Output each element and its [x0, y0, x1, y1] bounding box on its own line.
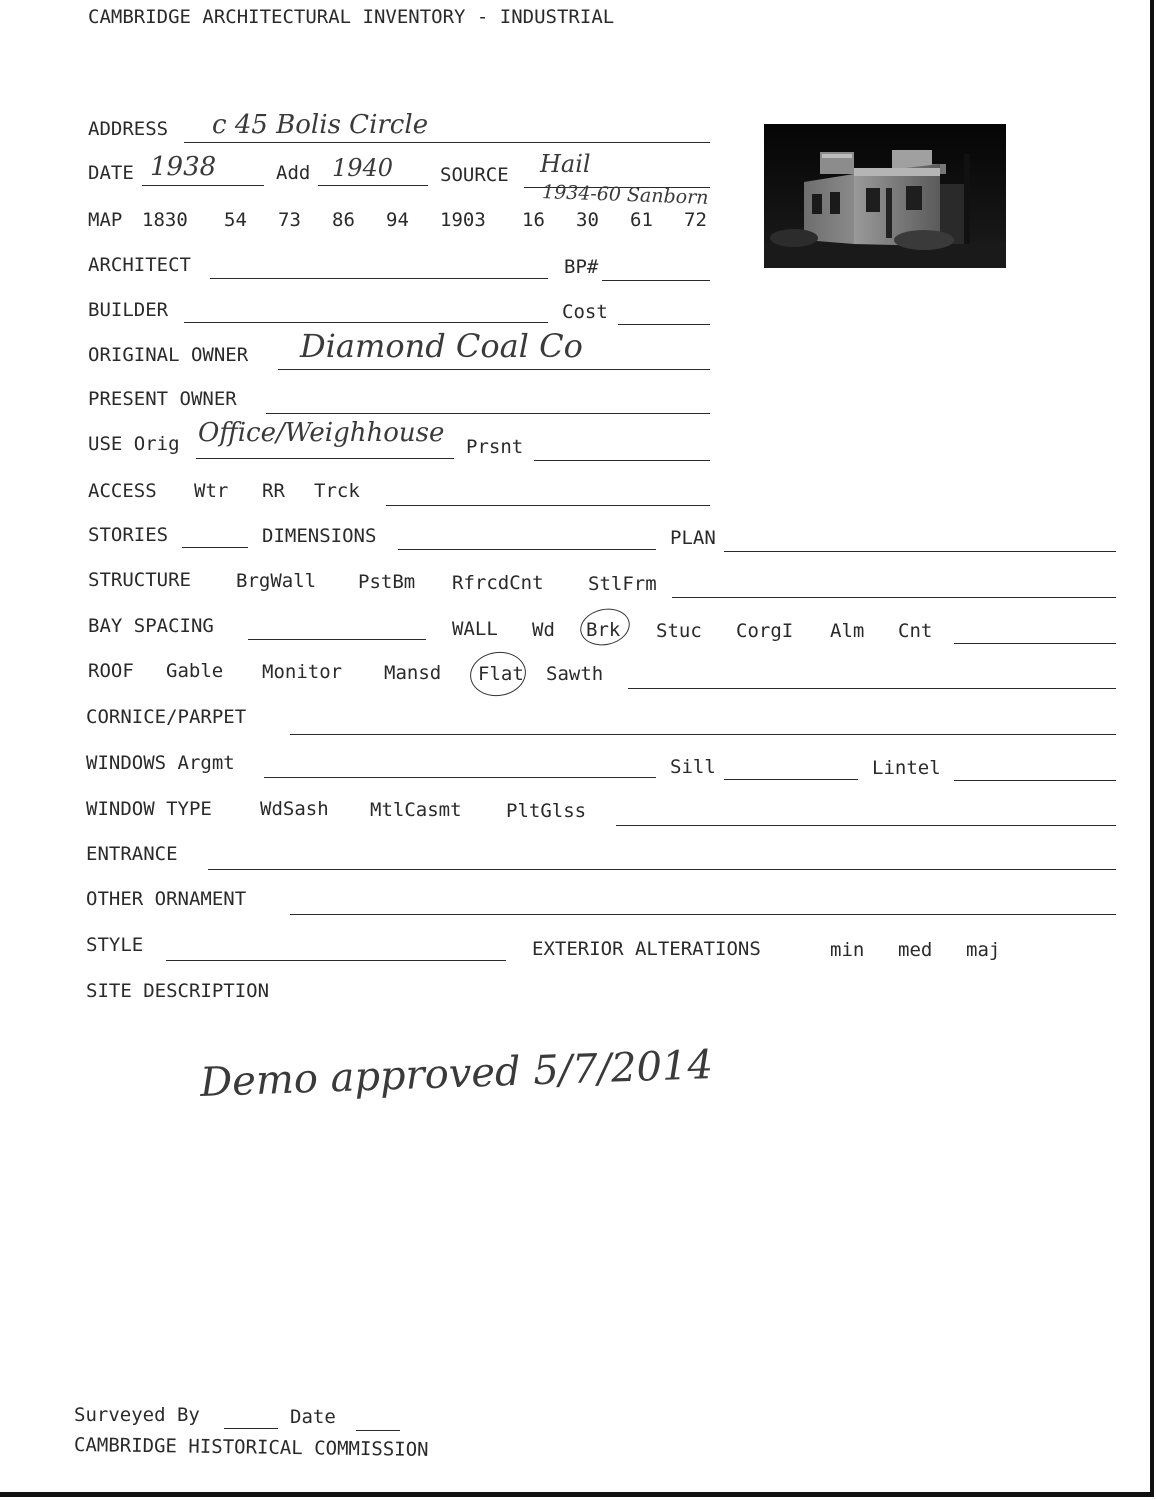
roof-label: ROOF — [88, 660, 134, 682]
map-year: 72 — [684, 209, 707, 231]
window-type-line — [616, 825, 1116, 826]
stories-line — [182, 547, 248, 548]
structure-label: STRUCTURE — [88, 569, 191, 591]
roof-selection-circle — [467, 648, 529, 699]
map-year: 61 — [630, 209, 653, 231]
wall-option: Wd — [532, 619, 555, 641]
lintel-label: Lintel — [872, 757, 941, 779]
window-type-option: WdSash — [260, 798, 329, 820]
cornice-label: CORNICE/PARPET — [86, 706, 247, 728]
builder-line — [184, 322, 548, 323]
original-owner-line — [278, 369, 710, 370]
date-label: DATE — [88, 162, 134, 184]
access-option: RR — [262, 480, 285, 502]
structure-option: PstBm — [358, 571, 416, 593]
map-year: 30 — [576, 209, 599, 231]
survey-date-line — [356, 1430, 400, 1431]
plan-line — [724, 551, 1116, 552]
window-type-option: PltGlss — [506, 800, 587, 822]
present-owner-label: PRESENT OWNER — [88, 388, 237, 410]
access-label: ACCESS — [88, 480, 157, 502]
commission-name: CAMBRIDGE HISTORICAL COMMISSION — [73, 1434, 429, 1461]
builder-label: BUILDER — [88, 299, 169, 321]
use-present-label: Prsnt — [466, 436, 524, 458]
style-line — [166, 960, 506, 961]
map-year: 86 — [332, 209, 355, 231]
sill-line — [724, 779, 858, 780]
address-value: c 45 Bolis Circle — [212, 110, 429, 140]
bay-spacing-label: BAY SPACING — [88, 615, 214, 637]
wall-line — [954, 643, 1116, 644]
other-ornament-line — [290, 914, 1116, 915]
structure-line — [672, 597, 1116, 598]
surveyed-by-line — [224, 1428, 278, 1429]
source-label: SOURCE — [440, 164, 509, 186]
structure-option: RfrcdCnt — [452, 572, 544, 594]
alteration-option: min — [830, 939, 865, 961]
add-value: 1940 — [332, 154, 394, 182]
source-value: Hail — [540, 150, 591, 178]
survey-date-label: Date — [290, 1406, 336, 1428]
roof-option: Mansd — [384, 662, 442, 684]
entrance-line — [208, 869, 1116, 870]
bp-line — [602, 280, 710, 281]
windows-line — [264, 777, 656, 778]
cost-label: Cost — [562, 301, 608, 323]
roof-option-selected: Flat — [478, 663, 524, 685]
access-option: Wtr — [194, 480, 229, 502]
map-year: 1903 — [440, 209, 486, 231]
wall-option: Stuc — [656, 620, 702, 642]
form-title: CAMBRIDGE ARCHITECTURAL INVENTORY - INDUSTRIAL — [88, 6, 615, 28]
add-line — [318, 185, 428, 186]
use-label: USE Orig — [88, 433, 180, 455]
wall-label: WALL — [452, 618, 498, 640]
roof-line — [628, 688, 1116, 689]
structure-option: StlFrm — [588, 573, 657, 595]
wall-option: Cnt — [898, 620, 933, 642]
access-option: Trck — [314, 480, 360, 502]
roof-option: Sawth — [546, 663, 604, 685]
use-orig-value: Office/Weighhouse — [198, 418, 445, 448]
exterior-alterations-label: EXTERIOR ALTERATIONS — [532, 938, 761, 960]
alteration-option: med — [898, 939, 933, 961]
map-year: 94 — [386, 209, 409, 231]
cornice-line — [290, 734, 1116, 735]
surveyed-by-label: Surveyed By — [74, 1404, 200, 1426]
plan-label: PLAN — [670, 527, 716, 549]
other-ornament-label: OTHER ORNAMENT — [86, 888, 247, 910]
sill-label: Sill — [670, 756, 716, 778]
original-owner-value: Diamond Coal Co — [300, 327, 583, 365]
roof-option: Gable — [166, 660, 224, 682]
style-label: STYLE — [86, 934, 144, 956]
wall-option-selected: Brk — [586, 619, 621, 641]
wall-option: Alm — [830, 620, 865, 642]
wall-option: CorgI — [736, 620, 794, 642]
map-year: 1830 — [142, 209, 188, 231]
alteration-option: maj — [966, 939, 1001, 961]
access-line — [386, 505, 710, 506]
source-note: 1934-60 Sanborn — [541, 181, 709, 209]
architect-line — [210, 278, 548, 279]
roof-option: Monitor — [262, 661, 343, 683]
entrance-label: ENTRANCE — [86, 843, 178, 865]
original-owner-label: ORIGINAL OWNER — [88, 344, 249, 366]
stories-label: STORIES — [88, 524, 169, 546]
present-owner-line — [266, 413, 710, 414]
structure-option: BrgWall — [236, 570, 317, 592]
window-type-option: MtlCasmt — [370, 799, 462, 821]
date-line — [142, 185, 264, 186]
use-orig-line — [196, 458, 454, 459]
window-type-label: WINDOW TYPE — [86, 798, 212, 820]
cost-line — [618, 324, 710, 325]
address-label: ADDRESS — [88, 118, 169, 140]
wall-selection-circle — [577, 604, 633, 650]
address-line — [184, 142, 710, 143]
map-year: 73 — [278, 209, 301, 231]
use-present-line — [534, 460, 710, 461]
lintel-line — [954, 780, 1116, 781]
bp-label: BP# — [564, 256, 599, 278]
architect-label: ARCHITECT — [88, 254, 191, 276]
bay-spacing-line — [248, 639, 426, 640]
date-value: 1938 — [150, 152, 217, 182]
dimensions-label: DIMENSIONS — [262, 525, 377, 547]
dimensions-line — [398, 549, 656, 550]
map-year: 54 — [224, 209, 247, 231]
map-year: 16 — [522, 209, 545, 231]
map-label: MAP — [88, 209, 123, 231]
windows-label: WINDOWS Argmt — [86, 752, 235, 774]
building-photo-image — [764, 124, 1006, 268]
site-description-label: SITE DESCRIPTION — [86, 980, 270, 1002]
add-label: Add — [276, 162, 311, 184]
building-photo — [764, 124, 1006, 268]
site-note: Demo approved 5/7/2014 — [199, 1042, 714, 1106]
